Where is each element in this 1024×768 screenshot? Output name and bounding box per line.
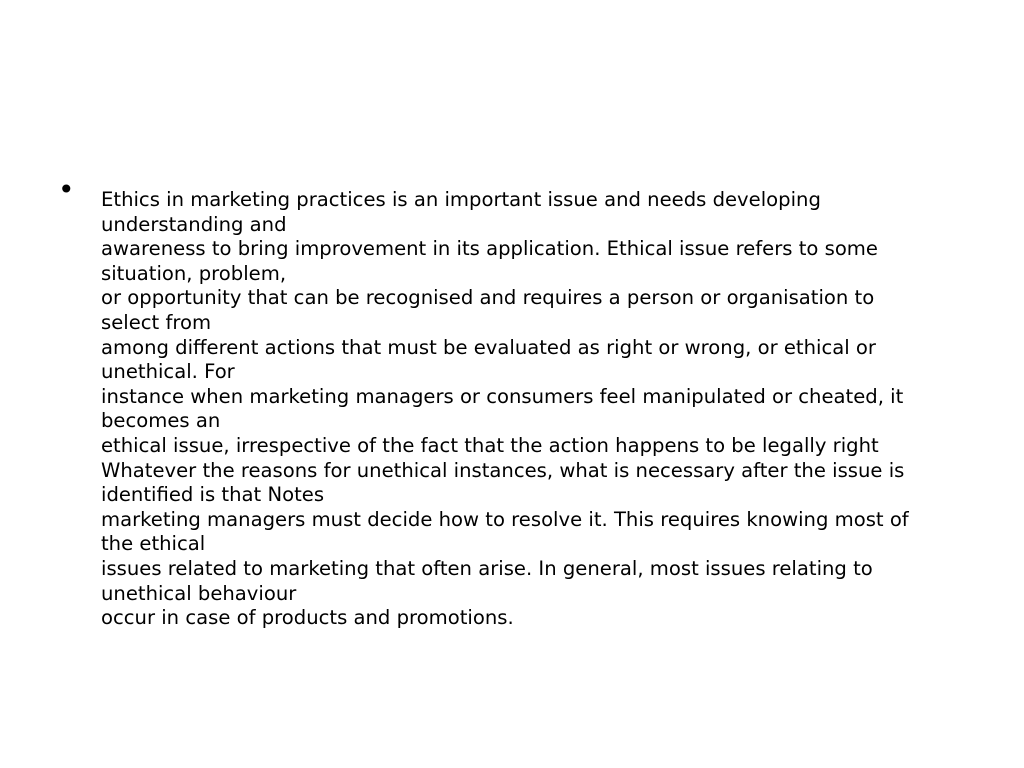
text-line: or opportunity that can be recognised and requires a person or organisation to [101, 286, 875, 310]
text-line: unethical behaviour [101, 581, 297, 605]
text-line: Whatever the reasons for unethical instances, what is necessary after the issue is [101, 458, 905, 482]
text-line: instance when marketing managers or consumers feel manipulated or cheated, it [101, 384, 904, 408]
text-line: becomes an [101, 409, 221, 433]
text-line: among different actions that must be evaluated as right or wrong, or ethical or [101, 335, 876, 359]
bullet-paragraph [101, 188, 1001, 631]
text-line: Ethics in marketing practices is an important issue and needs developing [101, 188, 821, 211]
text-line: ethical issue, irrespective of the fact that the action happens to be legally right [101, 433, 879, 457]
text-line: select from [101, 310, 212, 334]
text-line: issues related to marketing that often arise. In general, most issues relating to [101, 556, 873, 580]
text-line: the ethical [101, 532, 206, 556]
text-line: situation, problem, [101, 261, 287, 285]
text-line: identified is that Notes [101, 483, 325, 507]
text-line: occur in case of products and promotions. [101, 606, 514, 630]
text-line: marketing managers must decide how to resolve it. This requires knowing most of [101, 507, 909, 531]
text-line: awareness to bring improvement in its application. Ethical issue refers to some [101, 237, 878, 261]
text-line: understanding and [101, 212, 287, 236]
text-line: unethical. For [101, 360, 235, 384]
bullet-point: • [58, 173, 75, 206]
